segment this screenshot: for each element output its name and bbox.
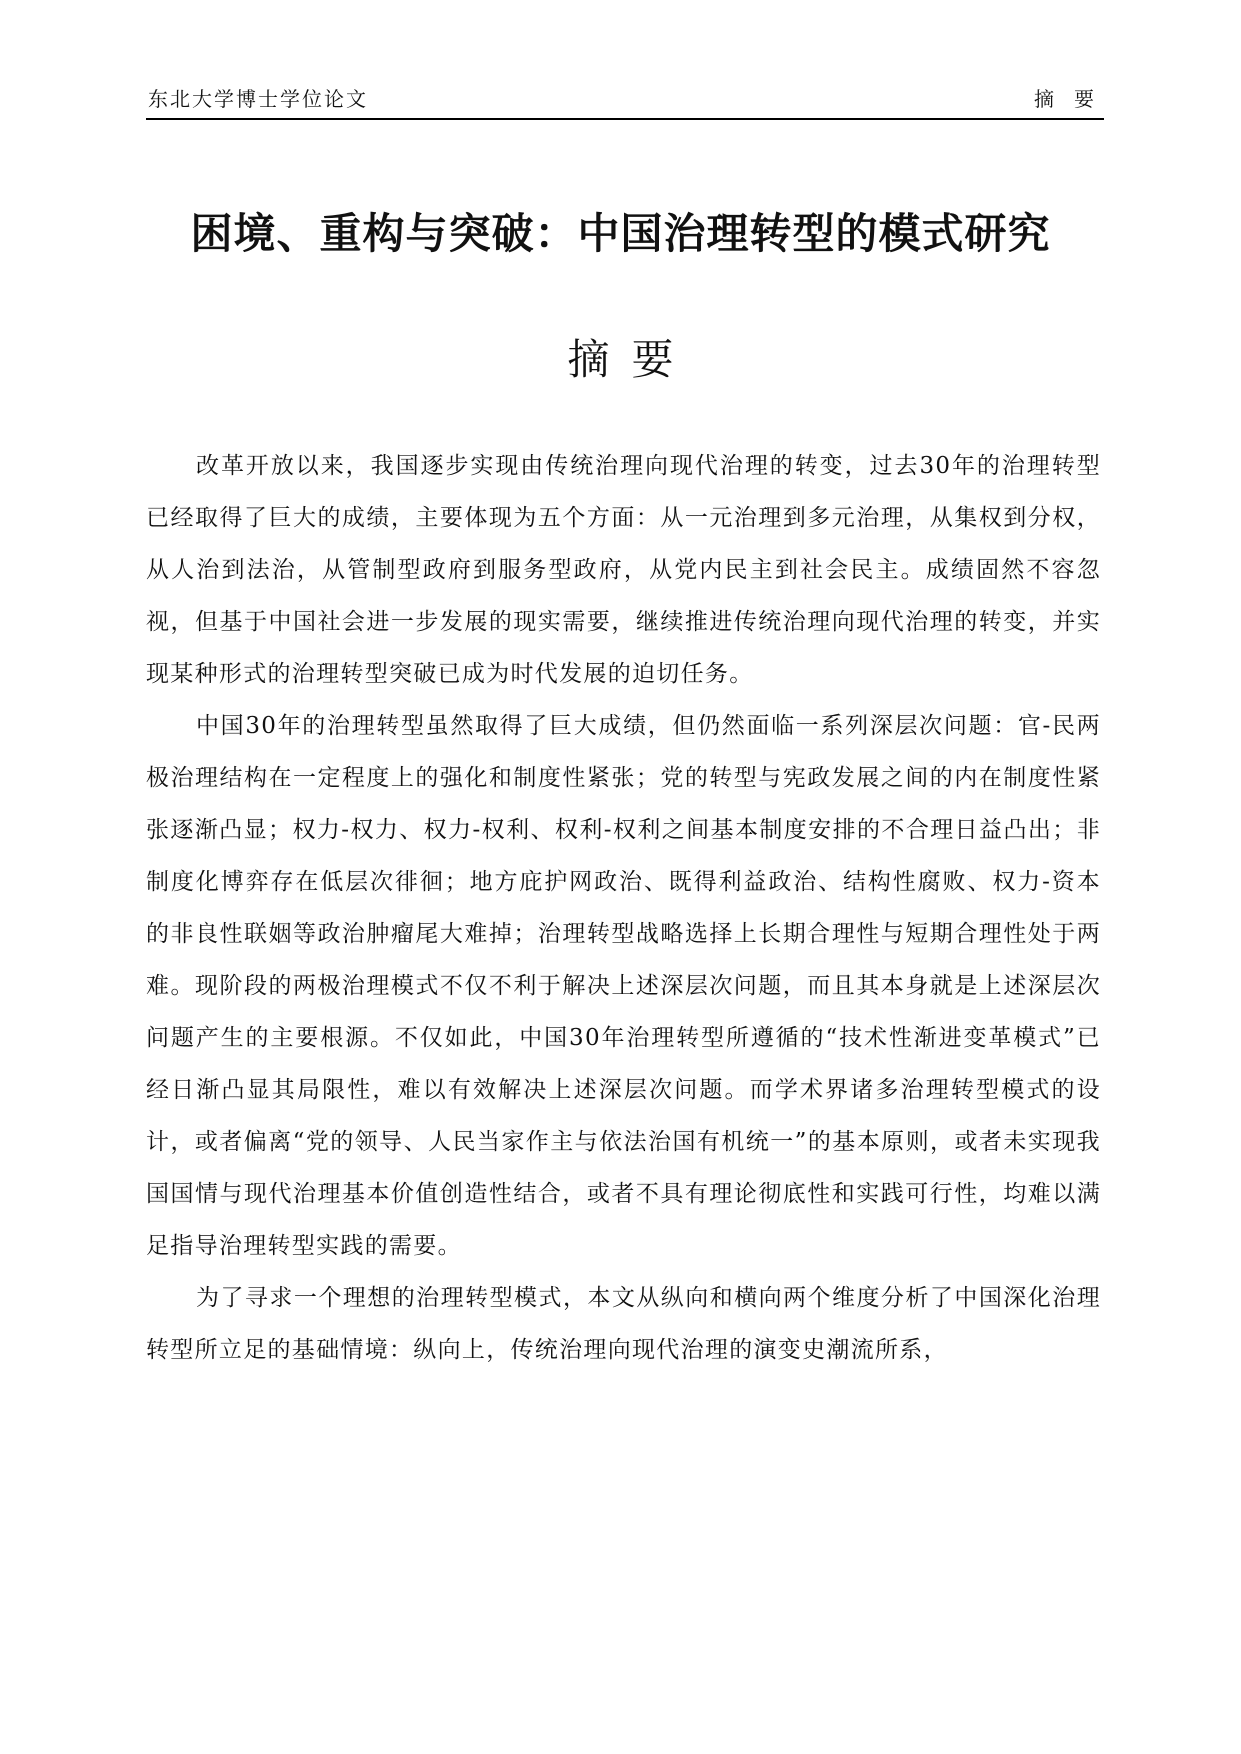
running-header [146, 86, 1114, 120]
header-section-label: 摘要 [1034, 87, 1114, 111]
abstract-heading: 摘要 [567, 335, 696, 384]
abstract-paragraph-1: 改革开放以来，我国逐步实现由传统治理向现代治理的转变，过去30年的治理转型已经取得了巨大的成绩，主要体现为五个方面：从一元治理到多元治理，从集权到分权，从人治到法治，从管制型政府到服务型政府，从党内民主到社会民主。成绩固然不容忽视，但基于中国社会进一步发展的现实需要，继续推进传统治理向现代治理的转变，并实现某种形式的治理转型突破已成为时代发展的迫切任务。 [146, 453, 1101, 687]
abstract-body [146, 440, 1101, 1376]
abstract-paragraph-2: 中国30年的治理转型虽然取得了巨大成绩，但仍然面临一系列深层次问题：官-民两极治理结构在一定程度上的强化和制度性紧张；党的转型与宪政发展之间的内在制度性紧张逐渐凸显；权力-权力、权力-权利、权利-权利之间基本制度安排的不合理日益凸出；非制度化博弈存在低层次徘徊；地方庇护网政治、既得利益政治、结构性腐败、权力-资本的非良性联姻等政治肿瘤尾大难掉；治理转型战略选择上长期合理性与短期合理性处于两难。现阶段的两极治理模式不仅不利于解决上述深层次问题，而且其本身就是上述深层次问题产生的主要根源。不仅如此，中国30年治理转型所遵循的“技术性渐进变革模式”已经日渐凸显其局限性，难以有效解决上述深层次问题。而学术界诸多治理转型模式的设计，或者偏离“党的领导、人民当家作主与依法治国有机统一”的基本原则，或者未实现我国国情与现代治理基本价值创造性结合，或者不具有理论彻底性和实践可行性，均难以满足指导治理转型实践的需要。 [146, 713, 1101, 1259]
paper-title: 困境、重构与突破：中国治理转型的模式研究 [190, 209, 1051, 258]
header-thesis-label: 东北大学博士学位论文 [148, 87, 368, 111]
abstract-paragraph-3: 为了寻求一个理想的治理转型模式，本文从纵向和横向两个维度分析了中国深化治理转型所立足的基础情境：纵向上，传统治理向现代治理的演变史潮流所系， [146, 1285, 1101, 1363]
